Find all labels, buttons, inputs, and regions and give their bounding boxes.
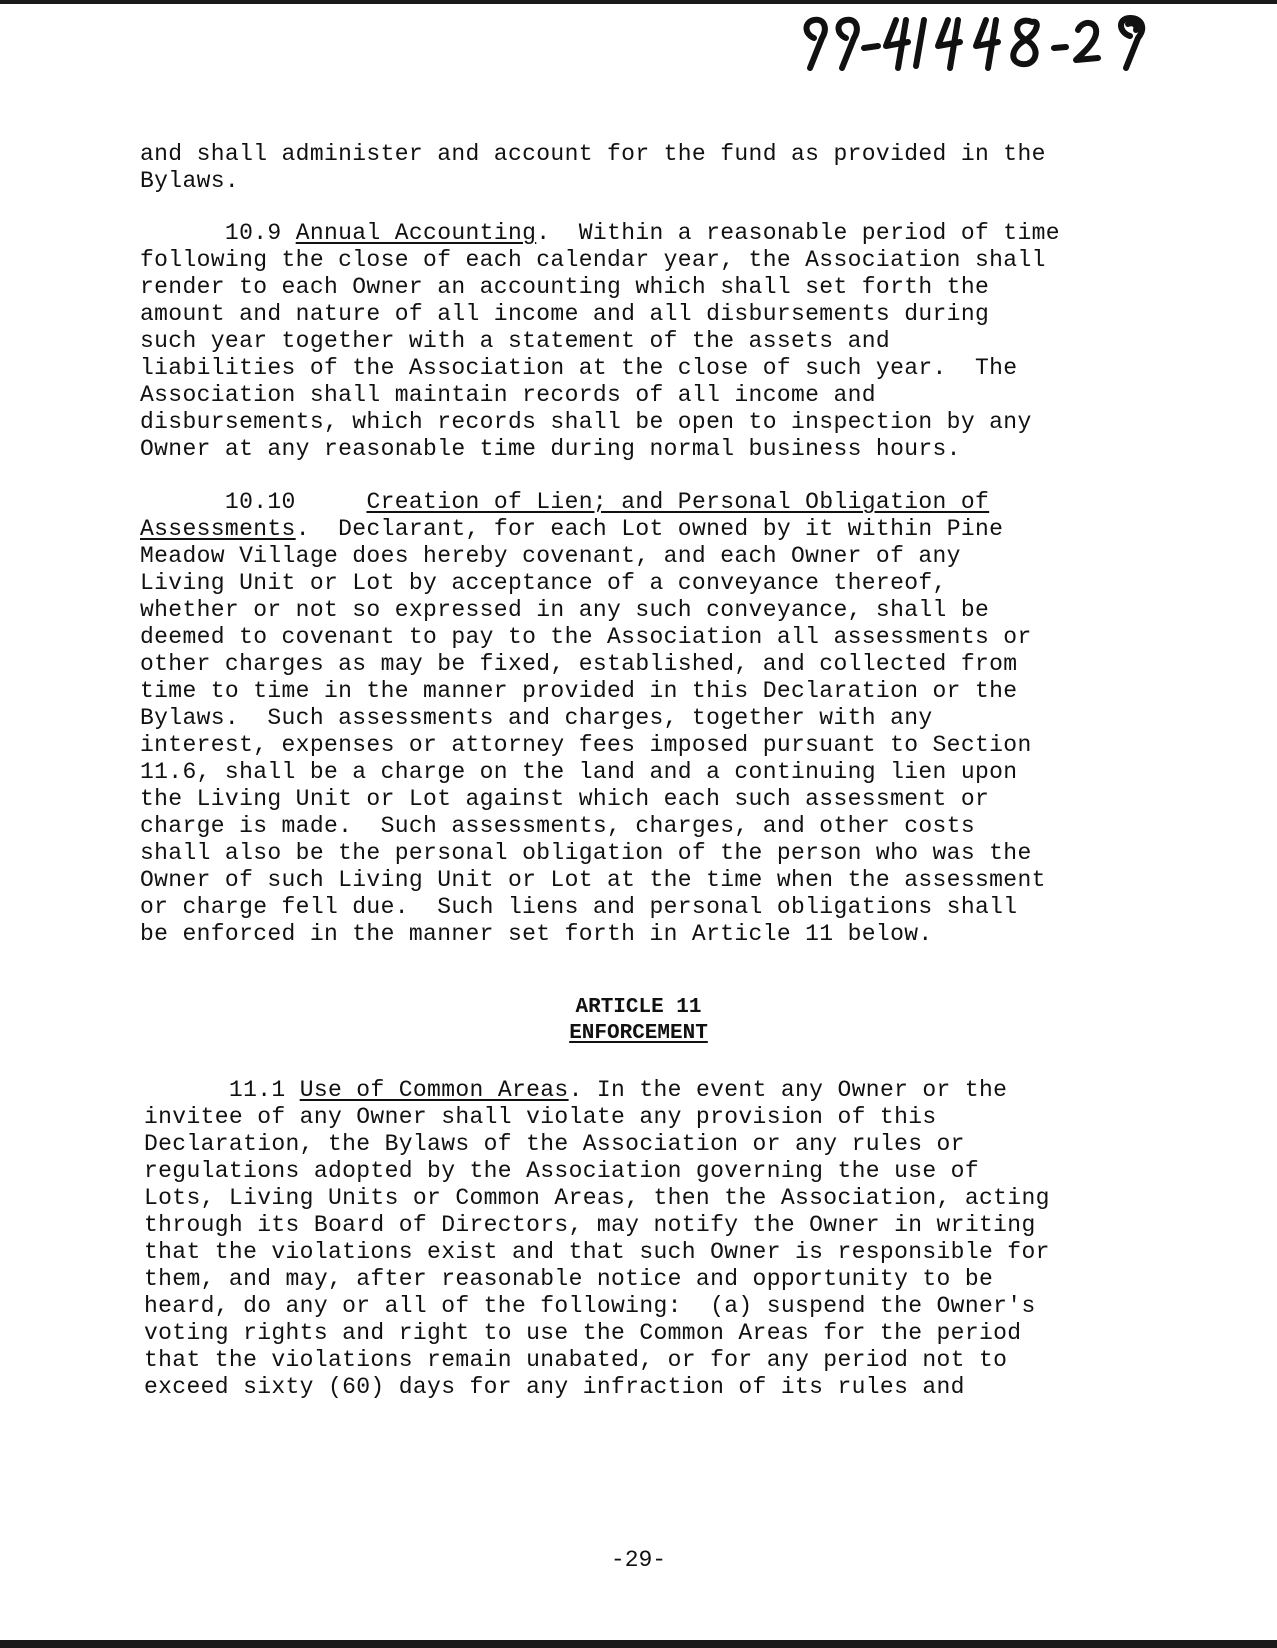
indent	[140, 489, 225, 515]
text-line: that the violations exist and that such Owner is responsible for	[144, 1239, 1050, 1265]
article-number: ARTICLE 11	[575, 996, 702, 1019]
text-line: shall also be the personal obligation of the person who was the	[140, 840, 1032, 866]
gap	[296, 489, 367, 515]
top-border-rule	[0, 0, 1277, 4]
text-line: them, and may, after reasonable notice and opportunity to be	[144, 1266, 994, 1292]
text-line: deemed to covenant to pay to the Association all assessments or	[140, 624, 1032, 650]
handwritten-document-number	[800, 10, 1220, 80]
text-line: Association shall maintain records of all income and	[140, 382, 876, 408]
text-line: whether or not so expressed in any such conveyance, shall be	[140, 597, 990, 623]
text-line: Declaration, the Bylaws of the Association or any rules or	[144, 1131, 965, 1157]
text-line: Meadow Village does hereby covenant, and each Owner of any	[140, 543, 961, 569]
section-number: 10.9	[224, 220, 282, 246]
text-line: render to each Owner an accounting which shall set forth the	[140, 274, 990, 300]
section-title: Use of Common Areas	[299, 1077, 569, 1103]
text-line: Living Unit or Lot by acceptance of a conveyance thereof,	[140, 570, 947, 596]
bottom-border-rule	[0, 1640, 1277, 1648]
text-line: that the violations remain unabated, or for any period not to	[144, 1347, 1008, 1373]
section-10-10-title-continuation	[140, 515, 1003, 543]
section-number: 11.1	[228, 1077, 286, 1103]
text-line: the Living Unit or Lot against which each such assessment or	[140, 786, 990, 812]
article-title	[0, 1021, 1277, 1047]
indent	[144, 1077, 229, 1103]
section-text: . Declarant, for each Lot owned by it within Pine	[295, 516, 1004, 542]
text-line: invitee of any Owner shall violate any provision of this	[144, 1104, 937, 1130]
text-line: and shall administer and account for the fund as provided in the	[140, 141, 1046, 167]
text-line: amount and nature of all income and all disbursements during	[140, 301, 990, 327]
gap	[282, 220, 296, 246]
text-line: Lots, Living Units or Common Areas, then the Association, acting	[144, 1185, 1050, 1211]
gap	[286, 1077, 300, 1103]
section-10-9-heading-line	[140, 219, 1060, 247]
text-line: 11.6, shall be a charge on the land and a continuing lien upon	[140, 759, 1018, 785]
section-title-continued: Assessments	[140, 516, 296, 542]
text-line: other charges as may be fixed, established, and collected from	[140, 651, 1018, 677]
text-line: Owner at any reasonable time during normal business hours.	[140, 436, 961, 462]
text-line: or charge fell due. Such liens and personal obligations shall	[140, 894, 1018, 920]
article-title-text: ENFORCEMENT	[569, 1022, 708, 1045]
section-text: . Within a reasonable period of time	[536, 220, 1060, 246]
text-line: time to time in the manner provided in this Declaration or the	[140, 678, 1018, 704]
text-line: Owner of such Living Unit or Lot at the time when the assessment	[140, 867, 1046, 893]
text-line: voting rights and right to use the Common Areas for the period	[144, 1320, 1022, 1346]
text-line: heard, do any or all of the following: (a) suspend the Owner's	[144, 1293, 1036, 1319]
section-11-1-heading-line	[144, 1076, 1007, 1104]
page-number: -29-	[610, 1547, 667, 1573]
text-line: disbursements, which records shall be open to inspection by any	[140, 409, 1032, 435]
indent	[140, 220, 225, 246]
text-line: Bylaws.	[140, 168, 240, 194]
section-text: . In the event any Owner or the	[568, 1077, 1008, 1103]
text-line: charge is made. Such assessments, charges, and other costs	[140, 813, 975, 839]
text-line: exceed sixty (60) days for any infraction of its rules and	[144, 1374, 965, 1400]
section-title: Annual Accounting	[295, 220, 537, 246]
section-title: Creation of Lien; and Personal Obligation of	[366, 489, 990, 515]
text-line: be enforced in the manner set forth in Article 11 below.	[140, 921, 933, 947]
text-line: Bylaws. Such assessments and charges, together with any	[140, 705, 933, 731]
text-line: regulations adopted by the Association governing the use of	[144, 1158, 979, 1184]
text-line: such year together with a statement of the assets and	[140, 328, 891, 354]
handwritten-number-drawing	[800, 10, 1220, 80]
text-line: interest, expenses or attorney fees imposed pursuant to Section	[140, 732, 1032, 758]
text-line: liabilities of the Association at the close of such year. The	[140, 355, 1018, 381]
text-line: through its Board of Directors, may notify the Owner in writing	[144, 1212, 1036, 1238]
section-10-10-heading-line	[140, 488, 989, 516]
text-line: following the close of each calendar year, the Association shall	[140, 247, 1046, 273]
section-number: 10.10	[224, 489, 296, 515]
